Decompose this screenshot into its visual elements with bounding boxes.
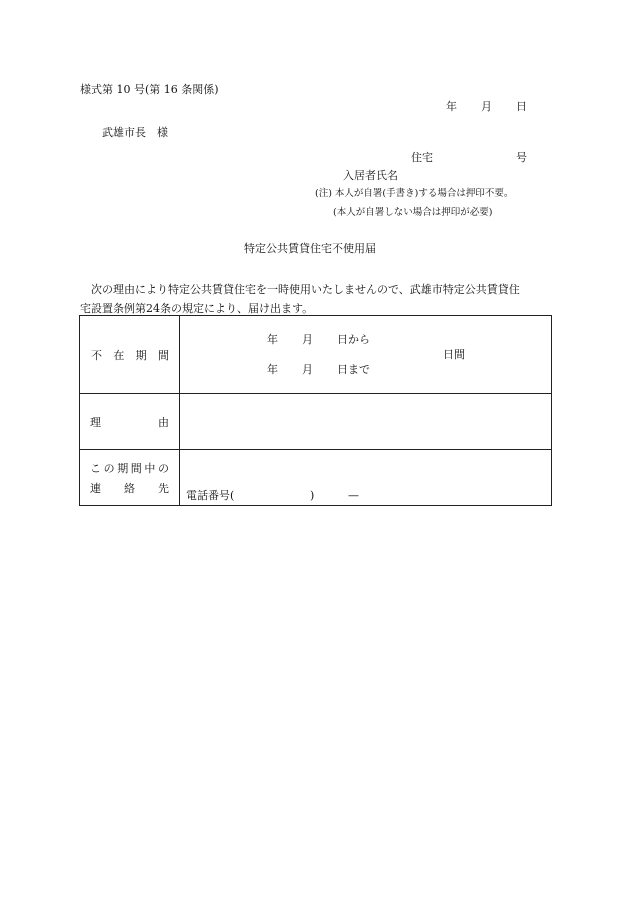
- form-table: [79, 315, 552, 506]
- phone-dash: —: [348, 489, 359, 502]
- date-day-label: 日: [516, 100, 527, 113]
- addressee: 武雄市長 様: [102, 126, 168, 139]
- from-day-label: 日から: [337, 333, 370, 346]
- date-year-label: 年: [446, 100, 457, 113]
- absence-label-cell: [80, 316, 180, 394]
- label-char: 間: [157, 348, 169, 362]
- date-month-label: 月: [481, 100, 492, 113]
- label-char: こ: [90, 461, 101, 475]
- to-day-label: 日まで: [337, 363, 370, 376]
- seal-note-1: (注) 本人が自署(手書き)する場合は押印不要。: [315, 188, 514, 199]
- label-char: 中: [144, 461, 156, 475]
- label-char: 期: [135, 348, 147, 362]
- label-char: 絡: [124, 481, 135, 495]
- contact-input-cell[interactable]: [180, 450, 552, 506]
- phone-close-paren: ): [310, 489, 315, 502]
- label-char: 不: [91, 348, 102, 362]
- seal-note-2: (本人が自署しない場合は押印が必要): [333, 207, 493, 218]
- phone-number-label: 電話番号(: [186, 489, 235, 502]
- reason-row: [80, 394, 552, 450]
- label-char: 由: [158, 415, 169, 429]
- resident-name-label: 入居者氏名: [343, 169, 398, 182]
- days-count-label: 日間: [443, 348, 465, 361]
- document-title: 特定公共賃貸住宅不使用届: [244, 242, 376, 255]
- label-char: 在: [113, 348, 125, 362]
- contact-label-line-2: [80, 480, 179, 496]
- number-label: 号: [516, 151, 527, 164]
- body-line-2: 宅設置条例第24条の規定により、届け出ます。: [80, 302, 314, 315]
- label-char: 理: [90, 415, 101, 429]
- from-month-label: 月: [302, 333, 313, 346]
- reason-label: [80, 414, 179, 430]
- reason-label-cell: [80, 394, 180, 450]
- body-paragraph: [80, 280, 554, 318]
- body-line-1: 次の理由により特定公共賃貸住宅を一時使用いたしませんので、武雄市特定公共賃貸住: [91, 283, 520, 296]
- reason-input-cell[interactable]: [180, 394, 552, 450]
- label-char: 間: [130, 461, 142, 475]
- contact-label-cell: [80, 450, 180, 506]
- absence-period-cell[interactable]: [180, 316, 552, 394]
- contact-row: [80, 450, 552, 506]
- to-year-label: 年: [267, 363, 278, 376]
- from-year-label: 年: [267, 333, 278, 346]
- housing-label: 住宅: [411, 151, 433, 164]
- to-month-label: 月: [302, 363, 313, 376]
- label-char: 連: [90, 481, 101, 495]
- label-char: 期: [117, 461, 129, 475]
- contact-label-line-1: [80, 460, 179, 476]
- label-char: の: [157, 461, 169, 475]
- form-number: 様式第 10 号(第 16 条関係): [80, 83, 219, 96]
- absence-label: [80, 347, 179, 363]
- label-char: の: [103, 461, 115, 475]
- absence-row: [80, 316, 552, 394]
- label-char: 先: [158, 481, 169, 495]
